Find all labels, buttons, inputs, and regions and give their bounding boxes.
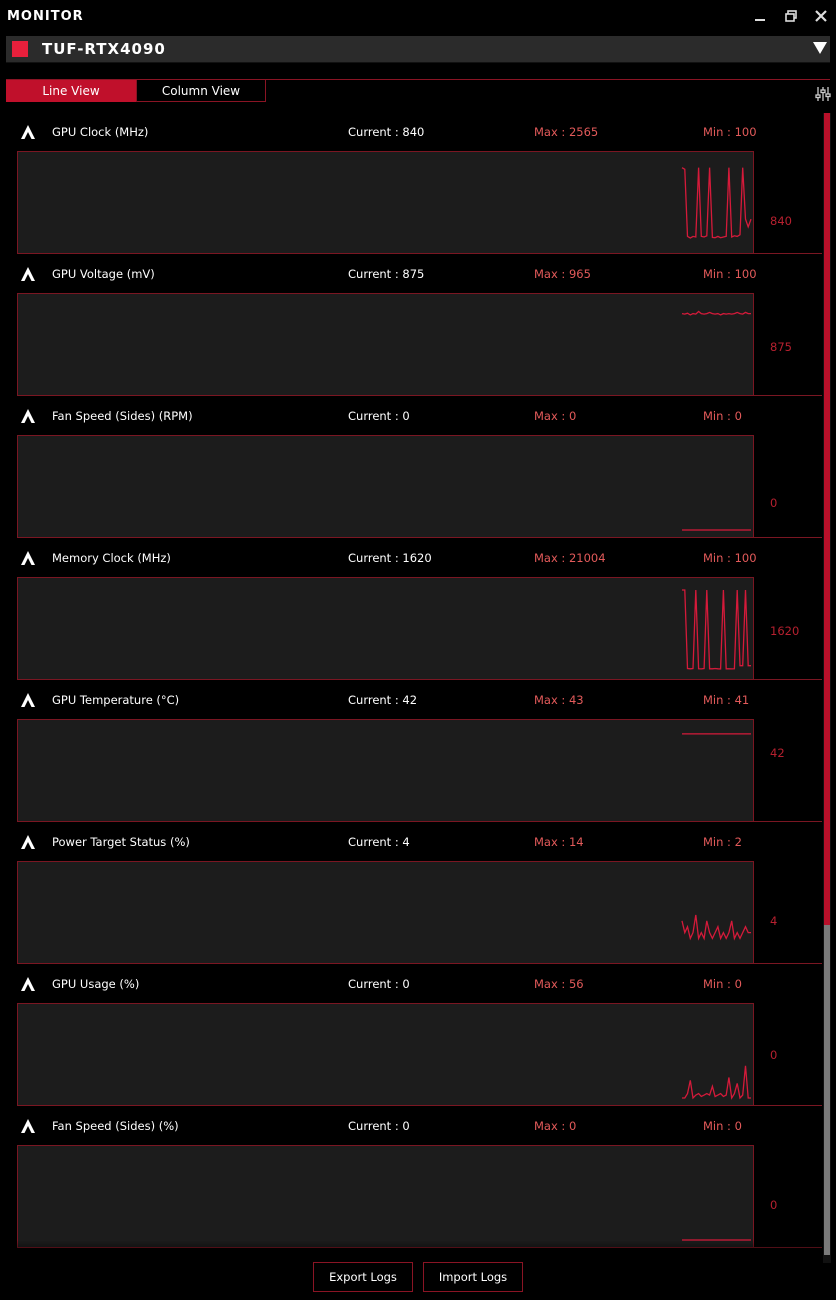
metric-current-value: 840 bbox=[770, 214, 792, 228]
metric-current-value: 875 bbox=[770, 340, 792, 354]
metric-min: Min : 100 bbox=[703, 125, 757, 139]
metric-graph bbox=[17, 293, 754, 396]
minimize-icon[interactable] bbox=[752, 8, 768, 24]
metric-graph bbox=[17, 1145, 754, 1248]
metric-current: Current : 840 bbox=[348, 125, 425, 139]
metric-min: Min : 100 bbox=[703, 267, 757, 281]
metric-series-line bbox=[682, 1066, 751, 1098]
metric-line-chart bbox=[18, 436, 753, 537]
metric-current: Current : 0 bbox=[348, 1119, 410, 1133]
collapse-icon[interactable] bbox=[20, 124, 36, 140]
metric-line-chart bbox=[18, 152, 753, 253]
metric-max: Max : 56 bbox=[534, 977, 584, 991]
metric-current-value: 0 bbox=[770, 1198, 778, 1212]
metric-max: Max : 43 bbox=[534, 693, 584, 707]
metric-panel bbox=[0, 824, 822, 966]
metric-graph bbox=[17, 151, 754, 254]
graph-divider bbox=[754, 679, 822, 680]
metric-max: Max : 965 bbox=[534, 267, 591, 281]
metric-panel bbox=[0, 256, 822, 398]
metric-max: Max : 0 bbox=[534, 1119, 577, 1133]
metric-current-value: 0 bbox=[770, 1048, 778, 1062]
metric-min: Min : 2 bbox=[703, 835, 742, 849]
metric-min: Min : 100 bbox=[703, 551, 757, 565]
metric-header bbox=[0, 114, 822, 150]
scrollbar-lower[interactable] bbox=[824, 925, 830, 1255]
graph-divider bbox=[754, 253, 822, 254]
metric-current-value: 1620 bbox=[770, 624, 800, 638]
metric-series-line bbox=[682, 915, 751, 938]
metric-current: Current : 0 bbox=[348, 409, 410, 423]
export-logs-button[interactable]: Export Logs bbox=[313, 1262, 413, 1292]
graph-divider bbox=[754, 821, 822, 822]
metric-name: Power Target Status (%) bbox=[52, 835, 190, 849]
metric-name: GPU Temperature (°C) bbox=[52, 693, 180, 707]
collapse-icon[interactable] bbox=[20, 692, 36, 708]
metric-current: Current : 42 bbox=[348, 693, 418, 707]
metric-current: Current : 4 bbox=[348, 835, 410, 849]
sliders-icon[interactable] bbox=[815, 86, 831, 102]
close-icon[interactable] bbox=[813, 8, 829, 24]
metric-graph bbox=[17, 719, 754, 822]
metric-graph bbox=[17, 1003, 754, 1106]
metric-max: Max : 14 bbox=[534, 835, 584, 849]
metric-name: GPU Usage (%) bbox=[52, 977, 140, 991]
collapse-icon[interactable] bbox=[20, 550, 36, 566]
collapse-icon[interactable] bbox=[20, 1118, 36, 1134]
metric-name: GPU Clock (MHz) bbox=[52, 125, 149, 139]
tab-line-view[interactable]: Line View bbox=[6, 80, 136, 102]
graph-divider bbox=[754, 395, 822, 396]
app-title: MONITOR bbox=[7, 9, 84, 24]
metric-header bbox=[0, 1108, 822, 1144]
metric-panel bbox=[0, 682, 822, 824]
chevron-down-icon[interactable] bbox=[812, 40, 828, 56]
metric-graph bbox=[17, 861, 754, 964]
metric-panel bbox=[0, 398, 822, 540]
metric-max: Max : 21004 bbox=[534, 551, 606, 565]
graph-divider bbox=[754, 537, 822, 538]
collapse-icon[interactable] bbox=[20, 976, 36, 992]
metric-header bbox=[0, 398, 822, 434]
metric-line-chart bbox=[18, 578, 753, 679]
metric-header bbox=[0, 682, 822, 718]
list-fade bbox=[0, 1240, 822, 1262]
metric-current: Current : 0 bbox=[348, 977, 410, 991]
metric-name: Fan Speed (Sides) (%) bbox=[52, 1119, 179, 1133]
device-color-swatch bbox=[12, 41, 28, 57]
graph-divider bbox=[754, 963, 822, 964]
metric-panel bbox=[0, 1108, 822, 1250]
metric-current: Current : 875 bbox=[348, 267, 425, 281]
metric-name: Memory Clock (MHz) bbox=[52, 551, 171, 565]
metric-header bbox=[0, 540, 822, 576]
metric-line-chart bbox=[18, 1146, 753, 1247]
metric-panel bbox=[0, 114, 822, 256]
metric-current-value: 0 bbox=[770, 496, 778, 510]
collapse-icon[interactable] bbox=[20, 408, 36, 424]
metric-series-line bbox=[682, 590, 751, 669]
title-bar bbox=[0, 0, 836, 34]
metric-panel bbox=[0, 966, 822, 1108]
scrollbar-thumb[interactable] bbox=[824, 113, 830, 925]
tab-column-view[interactable]: Column View bbox=[136, 80, 266, 102]
metric-current-value: 42 bbox=[770, 746, 785, 760]
metric-line-chart bbox=[18, 294, 753, 395]
metric-min: Min : 41 bbox=[703, 693, 750, 707]
metric-graph bbox=[17, 435, 754, 538]
metric-current: Current : 1620 bbox=[348, 551, 432, 565]
metric-max: Max : 2565 bbox=[534, 125, 599, 139]
collapse-icon[interactable] bbox=[20, 834, 36, 850]
metric-line-chart bbox=[18, 720, 753, 821]
metric-header bbox=[0, 824, 822, 860]
metric-header bbox=[0, 966, 822, 1002]
device-dropdown[interactable] bbox=[6, 36, 830, 63]
collapse-icon[interactable] bbox=[20, 266, 36, 282]
metric-name: Fan Speed (Sides) (RPM) bbox=[52, 409, 193, 423]
metric-graph bbox=[17, 577, 754, 680]
metric-min: Min : 0 bbox=[703, 977, 742, 991]
metric-series-line bbox=[682, 312, 751, 315]
metric-max: Max : 0 bbox=[534, 409, 577, 423]
metric-min: Min : 0 bbox=[703, 409, 742, 423]
restore-icon[interactable] bbox=[783, 8, 799, 24]
graph-divider bbox=[754, 1105, 822, 1106]
metric-name: GPU Voltage (mV) bbox=[52, 267, 155, 281]
metric-header bbox=[0, 256, 822, 292]
metric-min: Min : 0 bbox=[703, 1119, 742, 1133]
device-name: TUF-RTX4090 bbox=[42, 40, 166, 58]
metric-panel bbox=[0, 540, 822, 682]
metric-current-value: 4 bbox=[770, 914, 778, 928]
metric-line-chart bbox=[18, 862, 753, 963]
metric-series-line bbox=[682, 168, 751, 238]
import-logs-button[interactable]: Import Logs bbox=[423, 1262, 523, 1292]
metric-line-chart bbox=[18, 1004, 753, 1105]
